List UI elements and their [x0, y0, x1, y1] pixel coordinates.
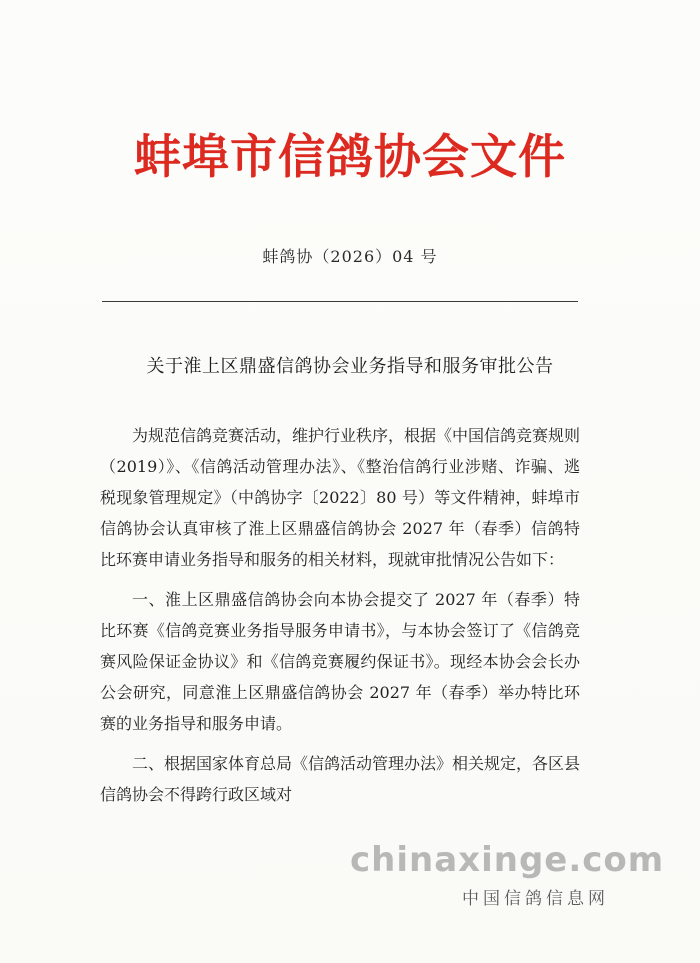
doc-number: 蚌鸽协（2026）04 号: [262, 247, 438, 266]
paragraph-intro: 为规范信鸽竞赛活动，维护行业秩序，根据《中国信鸽竞赛规则（2019）》、《信鸽活动管理办法》、《整治信鸽行业涉赌、诈骗、逃税现象管理规定》（中鸽协字〔2022〕80 号）等文件精神，蚌埠市信鸽协会认真审核了淮上区鼎盛信鸽协会 2027 年（春季）信鸽特比环赛申请业务指导和服务的相关材料，现就审批情况公告如下：: [100, 426, 581, 569]
watermark-site-name: 中国信鸽信息网: [462, 889, 609, 909]
watermark-site: chinaxinge.com: [350, 840, 665, 880]
paragraph-item-2: 二、根据国家体育总局《信鸽活动管理办法》相关规定，各区县信鸽协会不得跨行政区域对: [100, 754, 581, 804]
header-divider: [102, 301, 578, 302]
notice-body: [100, 420, 580, 819]
paragraph-item-1: 一、淮上区鼎盛信鸽协会向本协会提交了 2027 年（春季）特比环赛《信鸽竞赛业务指导服务申请书》，与本协会签订了《信鸽竞赛风险保证金协议》和《信鸽竞赛履约保证书》。现经本协会会长办公会研究，同意淮上区鼎盛信鸽协会 2027 年（春季）举办特比环赛的业务指导和服务申请。: [100, 590, 580, 733]
org-title: 蚌埠市信鸽协会文件: [134, 130, 566, 185]
notice-title: 关于淮上区鼎盛信鸽协会业务指导和服务审批公告: [146, 356, 554, 377]
